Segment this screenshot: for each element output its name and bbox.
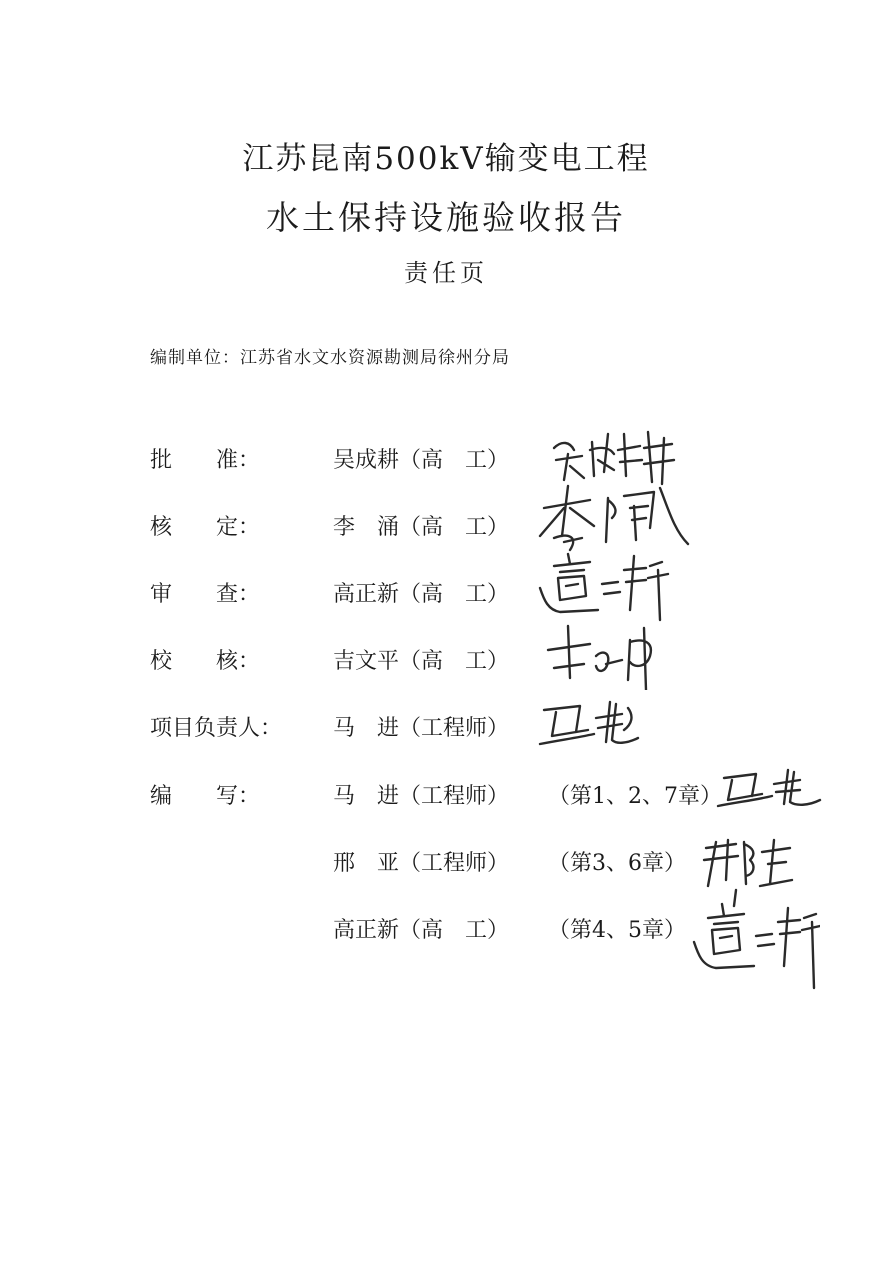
check-label: 校 核：	[150, 649, 261, 674]
verify-label: 核 定：	[150, 515, 261, 540]
approve-label: 批 准：	[150, 448, 261, 473]
project-lead-name: 马 进（工程师）	[333, 716, 510, 741]
page-subtitle: 责任页	[404, 259, 488, 287]
writer-1-signature	[716, 764, 826, 814]
verifier-name: 李 涌（高 工）	[333, 515, 510, 540]
report-title: 水土保持设施验收报告	[266, 198, 626, 237]
writer-3-signature	[690, 896, 820, 991]
project-title: 江苏昆南500kV输变电工程	[242, 141, 650, 177]
writer-1-chapters: （第1、2、7章）	[548, 784, 722, 809]
compiling-unit: 编制单位：江苏省水文水资源勘测局徐州分局	[150, 348, 510, 368]
reviewer-name: 高正新（高 工）	[333, 582, 510, 607]
writer-2-chapters: （第3、6章）	[548, 851, 686, 876]
checker-signature	[540, 620, 670, 690]
reviewer-signature	[538, 548, 678, 623]
writer-3-chapters: （第4、5章）	[548, 918, 686, 943]
checker-name: 吉文平（高 工）	[333, 649, 510, 674]
review-label: 审 查：	[150, 582, 261, 607]
project-lead-label: 项目负责人：	[150, 716, 283, 741]
writer-1-name: 马 进（工程师）	[333, 784, 510, 809]
writer-2-name: 邢 亚（工程师）	[333, 851, 510, 876]
verifier-signature	[534, 478, 694, 558]
write-label: 编 写：	[150, 784, 261, 809]
project-lead-signature	[536, 694, 646, 754]
approver-name: 吴成耕（高 工）	[333, 448, 510, 473]
writer-3-name: 高正新（高 工）	[333, 918, 510, 943]
